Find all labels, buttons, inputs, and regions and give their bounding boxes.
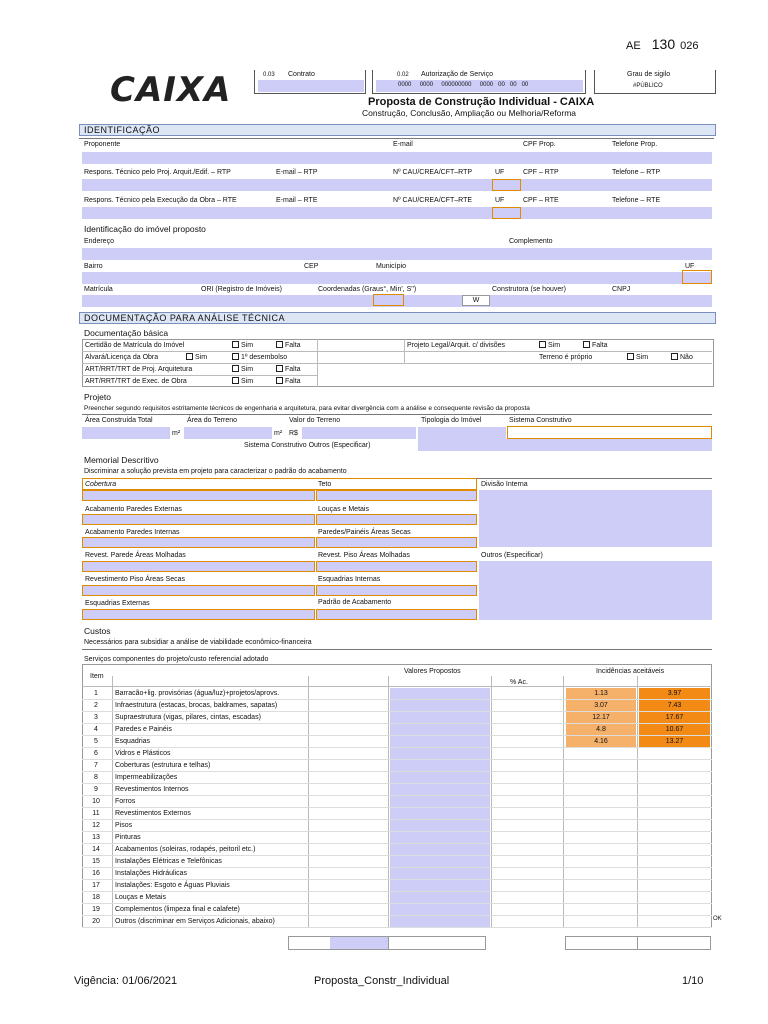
doc-art-exec-label: ART/RRT/TRT de Exec. de Obra — [85, 378, 187, 385]
label-acab-paredes-int: Acabamento Paredes Internas — [85, 529, 180, 536]
cost-row — [79, 736, 709, 748]
mask-part: 00 — [498, 82, 505, 88]
checkbox[interactable] — [232, 365, 239, 372]
cost-row-value[interactable] — [390, 868, 490, 879]
cost-row-label: Infraestrutura (estacas, brocas, baldrames, sapatas) — [115, 702, 278, 709]
rte-field[interactable] — [82, 207, 712, 219]
mask-part: 0000 — [479, 82, 494, 88]
cost-row — [79, 748, 709, 760]
projeto-title: Projeto — [84, 392, 111, 402]
ae-suffix: 026 — [680, 40, 699, 52]
label-proponente: Proponente — [84, 141, 121, 148]
form-title: Proposta de Construção Individual - CAIXA — [368, 96, 595, 108]
label-municipio: Município — [376, 263, 406, 270]
cost-row — [79, 820, 709, 832]
memorial-note: Discriminar a solução prevista em projeto para caracterizar o padrão do acabamento — [84, 468, 347, 475]
checkbox[interactable] — [276, 365, 283, 372]
cost-row-number: 7 — [94, 762, 98, 769]
cost-row — [79, 772, 709, 784]
cost-row — [79, 844, 709, 856]
custos-title: Custos — [84, 626, 111, 636]
footer-doc-name: Proposta_Constr_Individual — [314, 975, 450, 987]
footer-vigencia: Vigência: 01/06/2021 — [74, 975, 178, 987]
label-uf-rte: UF — [495, 197, 505, 204]
cost-row-label: Pisos — [115, 822, 133, 829]
incidence-max: 17.67 — [639, 712, 710, 723]
doc-projeto-legal-label: Projeto Legal/Arquit. c/ divisões — [407, 342, 506, 349]
cost-row-value[interactable] — [390, 892, 490, 903]
doc-alvara-sim[interactable] — [186, 353, 207, 361]
doc-art-exec-falta[interactable] — [276, 377, 301, 385]
label-cnpj: CNPJ — [612, 286, 631, 293]
label-acab-paredes-ext: Acabamento Paredes Externas — [85, 506, 182, 513]
doc-certidao-sim[interactable] — [232, 341, 253, 349]
cost-row-number: 3 — [94, 714, 98, 721]
uf-rte-field[interactable] — [492, 207, 521, 219]
divider — [82, 363, 712, 364]
doc-terreno-label: Terreno é próprio — [539, 354, 593, 361]
cost-row-label: Supraestrutura (vigas, pilares, cintas, escadas) — [115, 714, 261, 721]
section-identificacao: IDENTIFICAÇÃO — [79, 124, 716, 136]
section-documentacao: DOCUMENTAÇÃO PARA ANÁLISE TÉCNICA — [79, 312, 716, 324]
label-padrao-acabamento: Padrão de Acabamento — [318, 599, 392, 606]
mask-part: 0000 — [398, 82, 412, 88]
outros-value[interactable] — [479, 561, 712, 620]
cost-row-label: Vidros e Plásticos — [115, 750, 171, 757]
cost-row-label: Coberturas (estrutura e telhas) — [115, 762, 211, 769]
opt-label: Falta — [285, 366, 301, 373]
opt-label: Sim — [548, 342, 561, 349]
incidence-min: 1.13 — [566, 688, 636, 699]
checkbox[interactable] — [276, 377, 283, 384]
divider — [404, 339, 405, 363]
cost-row — [79, 700, 709, 712]
divider — [317, 339, 318, 387]
projeto-note: Preencher segundo requisitos estritamente técnicos de engenharia e arquitetura, para evitar divergência com a análise e consequente revisão da proposta — [84, 405, 530, 412]
doc-art-proj-falta[interactable] — [276, 365, 301, 373]
caixa-logo — [110, 70, 234, 110]
label-ori: ORI (Registro de Imóveis) — [201, 286, 282, 293]
label-teto: Teto — [318, 481, 332, 488]
label-rte: Respons. Técnico pela Execução da Obra – RTE — [84, 197, 237, 204]
imovel-title: Identificação do imóvel proposto — [84, 224, 206, 234]
cost-row-number: 16 — [92, 870, 100, 877]
opt-label: Sim — [195, 354, 208, 361]
cost-row-number: 19 — [92, 906, 100, 913]
label-revest-piso-molhadas: Revest. Piso Áreas Molhadas — [318, 552, 410, 559]
cost-row — [79, 916, 709, 928]
opt-label: Não — [680, 354, 693, 361]
cost-row-number: 12 — [92, 822, 100, 829]
incidence-max: 7.43 — [639, 700, 710, 711]
label-complemento: Complemento — [509, 238, 553, 245]
doc-basica-title: Documentação básica — [84, 328, 169, 338]
divider — [637, 936, 638, 950]
cost-row-number: 17 — [92, 882, 100, 889]
label-sistema-construtivo: Sistema Construtivo — [509, 417, 572, 424]
uf-rtp-field[interactable] — [492, 179, 521, 191]
logo-text: CAIXA — [110, 70, 232, 110]
cost-row-label: Instalações Hidráulicas — [115, 870, 187, 877]
cobertura-value[interactable] — [82, 490, 315, 501]
label-loucas-metais: Louças e Metais — [318, 506, 369, 513]
opt-label: Sim — [241, 366, 254, 373]
revest-piso-molhadas-value[interactable] — [316, 561, 477, 572]
incidence-max: 3.97 — [639, 688, 710, 699]
autorizacao-label: Autorização de Serviço — [421, 71, 493, 78]
cost-row-number: 15 — [92, 858, 100, 865]
cost-row — [79, 904, 709, 916]
cost-row-value[interactable] — [390, 688, 490, 699]
label-cpf-rte: CPF – RTE — [523, 197, 559, 204]
cost-row-number: 11 — [92, 810, 100, 817]
area-construida-field[interactable] — [82, 427, 170, 439]
acab-paredes-ext-value[interactable] — [82, 514, 315, 525]
cost-row-value[interactable] — [390, 844, 490, 855]
label-sistema-outros: Sistema Construtivo Outros (Especificar) — [244, 442, 371, 449]
cost-row-number: 2 — [94, 702, 98, 709]
checkbox[interactable] — [583, 341, 590, 348]
label-revest-piso-secas: Revestimento Piso Áreas Secas — [85, 576, 185, 583]
label-cep: CEP — [304, 263, 319, 270]
sistema-construtivo-field[interactable] — [507, 426, 712, 439]
total-value[interactable] — [330, 937, 388, 949]
cost-row-value[interactable] — [390, 880, 490, 891]
cost-row — [79, 892, 709, 904]
cost-row-label: Forros — [115, 798, 136, 805]
doc-art-proj-sim[interactable] — [232, 365, 253, 373]
cost-row — [79, 784, 709, 796]
incidence-max: 13.27 — [639, 736, 710, 747]
endereco-field[interactable] — [82, 248, 712, 260]
cost-row-label: Paredes e Painéis — [115, 726, 172, 733]
cost-row-label: Instalações: Esgoto e Águas Pluviais — [115, 882, 230, 889]
divisao-interna-value[interactable] — [479, 490, 712, 547]
incidence-max: 10.67 — [639, 724, 710, 735]
cost-row — [79, 796, 709, 808]
custos-note: Necessários para subsidiar a análise de viabilidade econômico-financeira — [84, 639, 312, 646]
label-outros: Outros (Especificar) — [481, 552, 543, 559]
ae-number: 130 — [651, 36, 676, 52]
revest-parede-molhadas-value[interactable] — [82, 561, 315, 572]
tipologia-field[interactable] — [418, 427, 506, 439]
cost-row-value[interactable] — [390, 700, 490, 711]
label-coordenadas: Coordenadas (Graus°, Min', S'') — [318, 286, 417, 293]
checkbox[interactable] — [276, 341, 283, 348]
ok-label: OK — [713, 916, 722, 922]
col-item: Item — [90, 673, 104, 680]
loucas-metais-value[interactable] — [316, 514, 477, 525]
cost-row-value[interactable] — [390, 736, 490, 747]
col-valores-propostos: Valores Propostos — [404, 668, 461, 675]
cost-row-number: 14 — [92, 846, 100, 853]
cost-row-value[interactable] — [390, 808, 490, 819]
contrato-label: Contrato — [288, 71, 315, 78]
label-email: E-mail — [393, 141, 413, 148]
doc-projeto-legal-falta[interactable] — [583, 341, 608, 349]
cost-row-value[interactable] — [390, 712, 490, 723]
contrato-field[interactable] — [258, 80, 364, 92]
cost-row-label: Revestimentos Internos — [115, 786, 189, 793]
divider — [82, 351, 712, 352]
label-cobertura: Cobertura — [85, 481, 117, 488]
label-cpf-rtp: CPF – RTP — [523, 169, 559, 176]
label-email-rtp: E-mail – RTP — [276, 169, 318, 176]
autorizacao-mask — [398, 81, 528, 90]
divider — [82, 927, 712, 928]
custos-services-note: Serviços componentes do projeto/custo referencial adotado — [84, 656, 269, 663]
cost-row-number: 18 — [92, 894, 100, 901]
label-endereco: Endereço — [84, 238, 114, 245]
incidence-min: 3.07 — [566, 700, 636, 711]
cost-row-label: Outros (discriminar em Serviços Adicionais, abaixo) — [115, 918, 275, 925]
label-telefone-rte: Telefone – RTE — [612, 197, 661, 204]
cost-row-number: 5 — [94, 738, 98, 745]
cost-row-value[interactable] — [390, 796, 490, 807]
label-uf-imovel: UF — [685, 263, 695, 270]
m2-unit: m² — [274, 430, 283, 437]
doc-alvara-desembolso[interactable] — [232, 353, 287, 361]
label-esquadrias-internas: Esquadrias Internas — [318, 576, 381, 583]
doc-certidao-label: Certidão de Matrícula do Imóvel — [85, 342, 185, 349]
incidence-min: 4.8 — [566, 724, 636, 735]
label-telefone-rtp: Telefone – RTP — [612, 169, 661, 176]
label-construtora: Construtora (se houver) — [492, 286, 566, 293]
opt-label: Falta — [285, 342, 301, 349]
cost-row-number: 6 — [94, 750, 98, 757]
bairro-field[interactable] — [82, 272, 712, 284]
checkbox[interactable] — [232, 341, 239, 348]
cost-row-value[interactable] — [390, 748, 490, 759]
label-cau-rtp: Nº CAU/CREA/CFT–RTP — [393, 169, 473, 176]
cost-row-label: Louças e Metais — [115, 894, 166, 901]
label-uf-rtp: UF — [495, 169, 505, 176]
cost-row-value[interactable] — [390, 856, 490, 867]
doc-alvara-label: Alvará/Licença da Obra — [85, 354, 159, 361]
opt-label: 1º desembolso — [241, 354, 288, 361]
checkbox[interactable] — [232, 377, 239, 384]
mask-part: 00 — [521, 82, 529, 88]
cost-row-value[interactable] — [390, 724, 490, 735]
cost-row-number: 9 — [94, 786, 98, 793]
opt-label: Sim — [636, 354, 649, 361]
cost-row-value[interactable] — [390, 904, 490, 915]
cost-row-value[interactable] — [390, 760, 490, 771]
coord-field[interactable] — [373, 294, 404, 306]
cost-row-value[interactable] — [390, 784, 490, 795]
cost-row-label: Esquadrias — [115, 738, 151, 745]
cost-row-label: Impermeabilizações — [115, 774, 178, 781]
divider — [79, 138, 714, 139]
label-bairro: Bairro — [84, 263, 103, 270]
cost-row-number: 13 — [92, 834, 100, 841]
cost-row-number: 20 — [92, 918, 100, 925]
cost-row-value[interactable] — [390, 772, 490, 783]
footer-page: 1/10 — [682, 975, 704, 987]
w-field[interactable] — [462, 295, 490, 306]
cost-row-value[interactable] — [390, 832, 490, 843]
cost-row — [79, 808, 709, 820]
ae-label: AE — [626, 40, 641, 52]
label-area-terreno: Área do Terreno — [187, 417, 238, 424]
form-subtitle: Construção, Conclusão, Ampliação ou Melhoria/Reforma — [362, 108, 577, 118]
label-rtp: Respons. Técnico pelo Proj. Arquit./Edif. – RTP — [84, 169, 231, 176]
checkbox[interactable] — [671, 353, 678, 360]
valor-terreno-field[interactable] — [302, 427, 416, 439]
checkbox[interactable] — [539, 341, 546, 348]
label-cpf-prop: CPF Prop. — [523, 141, 556, 148]
cost-row-label: Barracão+lig. provisórias (água/luz)+projetos/aprovs. — [115, 690, 280, 697]
doc-art-proj-label: ART/RRT/TRT de Proj. Arquitetura — [85, 366, 193, 373]
divider — [82, 686, 712, 687]
checkbox[interactable] — [186, 353, 193, 360]
mask-part: 0000 — [419, 82, 434, 88]
cost-row — [79, 712, 709, 724]
padrao-acabamento-value[interactable] — [316, 609, 477, 620]
sigilo-value: #PÚBLICO — [633, 83, 663, 89]
cobertura-field[interactable] — [82, 478, 477, 490]
doc-terreno-nao[interactable] — [671, 353, 693, 361]
col-pct-ac: % Ac. — [510, 679, 528, 686]
cost-row — [79, 856, 709, 868]
divider — [388, 936, 389, 950]
cost-row — [79, 688, 709, 700]
divider — [82, 414, 712, 415]
label-tipologia: Tipologia do Imóvel — [421, 417, 482, 424]
sistema-outros-field[interactable] — [418, 439, 712, 451]
cost-row — [79, 760, 709, 772]
divider — [82, 375, 317, 376]
divider — [82, 649, 712, 650]
memorial-title: Memorial Descritivo — [84, 455, 159, 465]
cost-row-label: Complementos (limpeza final e calafete) — [115, 906, 240, 913]
label-valor-terreno: Valor do Terreno — [289, 417, 341, 424]
total-incidencia — [565, 936, 711, 950]
cost-row-number: 8 — [94, 774, 98, 781]
autorizacao-code: 0.02 — [397, 72, 409, 78]
revest-piso-secas-value[interactable] — [82, 585, 315, 596]
opt-label: Falta — [592, 342, 608, 349]
cost-row-label: Instalações Elétricas e Telefônicas — [115, 858, 222, 865]
mask-part: 00 — [509, 82, 517, 88]
acab-paredes-int-value[interactable] — [82, 537, 315, 548]
incidence-min: 4.16 — [566, 736, 636, 747]
label-matricula: Matrícula — [84, 286, 113, 293]
label-cau-rte: Nº CAU/CREA/CFT–RTE — [393, 197, 473, 204]
esquadrias-externas-value[interactable] — [82, 609, 315, 620]
cost-row-value[interactable] — [390, 820, 490, 831]
w-label: W — [472, 297, 480, 304]
ae-code — [626, 36, 699, 52]
contrato-code: 0.03 — [263, 72, 275, 78]
checkbox[interactable] — [627, 353, 634, 360]
doc-certidao-falta[interactable] — [276, 341, 301, 349]
doc-terreno-sim[interactable] — [627, 353, 648, 361]
cost-row-label: Acabamentos (soleiras, rodapés, peitoril etc.) — [115, 846, 256, 853]
paredes-secas-value[interactable] — [316, 537, 477, 548]
label-esquadrias-externas: Esquadrias Externas — [85, 600, 150, 607]
cost-row-label: Revestimentos Externos — [115, 810, 191, 817]
cost-row-number: 10 — [92, 798, 100, 805]
incidence-min: 12.17 — [566, 712, 636, 723]
area-terreno-field[interactable] — [184, 427, 272, 439]
opt-label: Falta — [285, 378, 301, 385]
esquadrias-internas-value[interactable] — [316, 585, 477, 596]
sigilo-label: Grau de sigilo — [627, 71, 671, 78]
cost-row-number: 1 — [94, 690, 98, 697]
m2-unit: m² — [172, 430, 181, 437]
cost-row-label: Pinturas — [115, 834, 141, 841]
cost-row-value[interactable] — [390, 916, 490, 927]
label-area-construida: Área Construída Total — [85, 417, 153, 424]
teto-value[interactable] — [316, 490, 477, 501]
opt-label: Sim — [241, 378, 254, 385]
label-email-rte: E-mail – RTE — [276, 197, 318, 204]
label-paredes-secas: Paredes/Painéis Áreas Secas — [318, 529, 411, 536]
uf-imovel-field[interactable] — [682, 270, 712, 284]
cost-row — [79, 880, 709, 892]
cost-row — [79, 724, 709, 736]
checkbox[interactable] — [232, 353, 239, 360]
proponente-field[interactable] — [82, 152, 712, 164]
col-incidencias: Incidências aceitáveis — [596, 668, 665, 675]
label-telefone-prop: Telefone Prop. — [612, 141, 658, 148]
cost-row-number: 4 — [94, 726, 98, 733]
cost-row — [79, 868, 709, 880]
doc-projeto-legal-sim[interactable] — [539, 341, 560, 349]
rs-unit: R$ — [289, 430, 298, 437]
doc-art-exec-sim[interactable] — [232, 377, 253, 385]
opt-label: Sim — [241, 342, 254, 349]
cost-row — [79, 832, 709, 844]
rtp-field[interactable] — [82, 179, 712, 191]
label-divisao-interna: Divisão Interna — [481, 481, 528, 488]
mask-part: 000000000 — [441, 82, 472, 88]
label-revest-parede-molhadas: Revest. Parede Áreas Molhadas — [85, 552, 186, 559]
